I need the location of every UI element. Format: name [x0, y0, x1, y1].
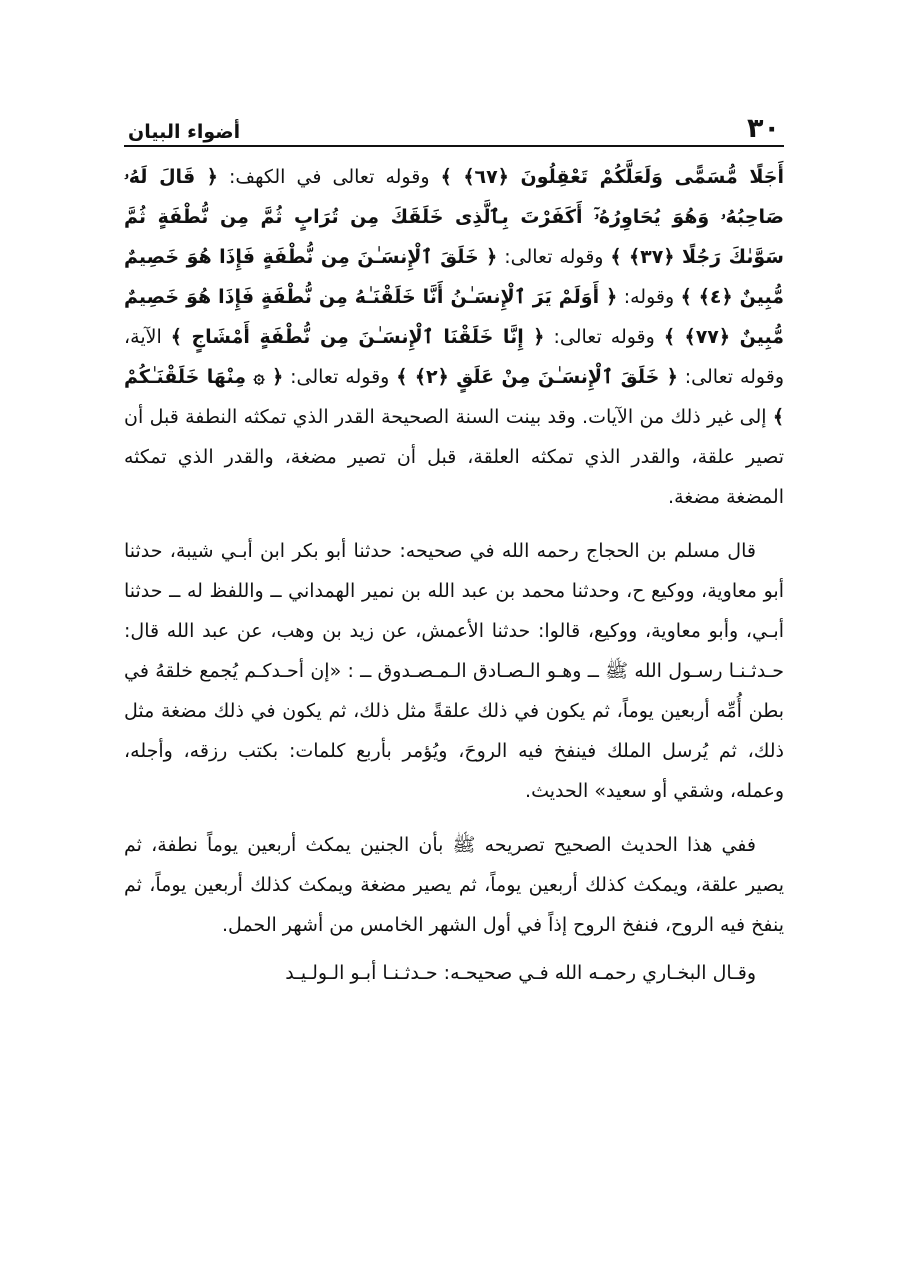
- quran-verse: ﴿ ۞ مِنْهَا خَلَقْنَـٰكُمْ ﴾: [124, 366, 784, 428]
- body-text: وقـال البخـاري رحمـه الله فـي صحيحـه: حـدثـنـا أبـو الـولـيـد: [285, 962, 756, 984]
- body-text: وقوله:: [617, 286, 681, 308]
- page-number: ٣٠: [747, 113, 780, 144]
- book-title: أضواء البيان: [128, 121, 241, 143]
- paragraph-muslim-hadith: [124, 531, 784, 811]
- paragraph-bukhari-intro: [124, 953, 784, 993]
- body-text: وقوله تعالى في الكهف:: [217, 166, 441, 188]
- body-text: ففي هذا الحديث الصحيح تصريحه ﷺ بأن الجنين يمكث أربعين يوماً نطفة، ثم يصير علقة، ويمكث كذلك أربعين يوماً، ثم يصير مضغة ويمكث كذلك أربعين يوماً، ثم ينفخ فيه الروح، فنفخ الروح إذاً في أول الشهر الخامس من أشهر الحمل.: [124, 834, 784, 936]
- quran-verse: ﴿ إِنَّا خَلَقْنَا ٱلْإِنسَـٰنَ مِن نُّطْفَةٍ أَمْشَاجٍ ﴾: [170, 326, 545, 348]
- quran-verse: ﴿ خَلَقَ ٱلْإِنسَـٰنَ مِن نُّطْفَةٍ فَإِذَا هُوَ خَصِيمٌ مُّبِينٌ ﴿٤﴾ ﴾: [124, 246, 785, 308]
- body-text: الآية، وقوله تعالى:: [124, 326, 784, 388]
- quran-verse: أَجَلًا مُّسَمًّى وَلَعَلَّكُمْ تَعْقِلُونَ ﴿٦٧﴾ ﴾: [440, 166, 784, 188]
- body-text: إلى غير ذلك من الآيات. وقد بينت السنة الصحيحة القدر الذي تمكثه النطفة قبل أن تصير علقة، والقدر الذي تمكثه العلقة، قبل أن تصير مضغة، والقدر الذي تمكثه المضغة مضغة.: [124, 406, 784, 508]
- quran-verse: ﴿ قَالَ لَهُۥ صَاحِبُهُۥ وَهُوَ يُحَاوِرُهُۥٓ أَكَفَرْتَ بِٱلَّذِى خَلَقَكَ مِن تُرَابٍ ثُمَّ مِن نُّطْفَةٍ ثُمَّ سَوَّىٰكَ رَجُلًا ﴿٣٧﴾ ﴾: [124, 166, 784, 268]
- quran-verse: ﴿ أَوَلَمْ يَرَ ٱلْإِنسَـٰنُ أَنَّا خَلَقْنَـٰهُ مِن نُّطْفَةٍ فَإِذَا هُوَ خَصِيمٌ مُّبِينٌ ﴿٧٧﴾ ﴾: [124, 286, 784, 348]
- paragraph-commentary: [124, 825, 784, 945]
- body-text: وقوله تعالى:: [497, 246, 611, 268]
- body-text: وقوله تعالى:: [283, 366, 397, 388]
- book-page: [124, 108, 784, 993]
- quran-verse: ﴿ خَلَقَ ٱلْإِنسَـٰنَ مِنْ عَلَقٍ ﴿٢﴾ ﴾: [396, 366, 678, 388]
- body-text: قال مسلم بن الحجاج رحمه الله في صحيحه: حدثنا أبو بكر ابن أبـي شيبة، حدثنا أبو معاوية، ووكيع ح، وحدثنا محمد بن عبد الله بن نمير الهمداني ــ واللفظ له ــ حدثنا أبـي، وأبو معاوية، ووكيع، قالوا: حدثنا الأعمش، عن زيد بن وهب، عن عبد الله قال: حـدثـنـا رسـول الله ﷺ ــ وهـو الـصـادق الـمـصـدوق ــ : «إن أحـدكـم يُجمع خلقهُ في بطن أُمِّه أربعين يوماً، ثم يكون في ذلك علقةً مثل ذلك، ثم يكون في ذلك مضغة مثل ذلك، ثم يُرسل الملك فينفخ فيه الروحَ، ويُؤمر بأربع كلمات: بكتب رزقه، وأجله، وعمله، وشقي أو سعيد» الحديث.: [124, 540, 784, 802]
- page-body: [124, 157, 784, 993]
- body-text: وقوله تعالى:: [544, 326, 664, 348]
- paragraph-quran-verses: [124, 157, 784, 517]
- running-header: [124, 108, 784, 147]
